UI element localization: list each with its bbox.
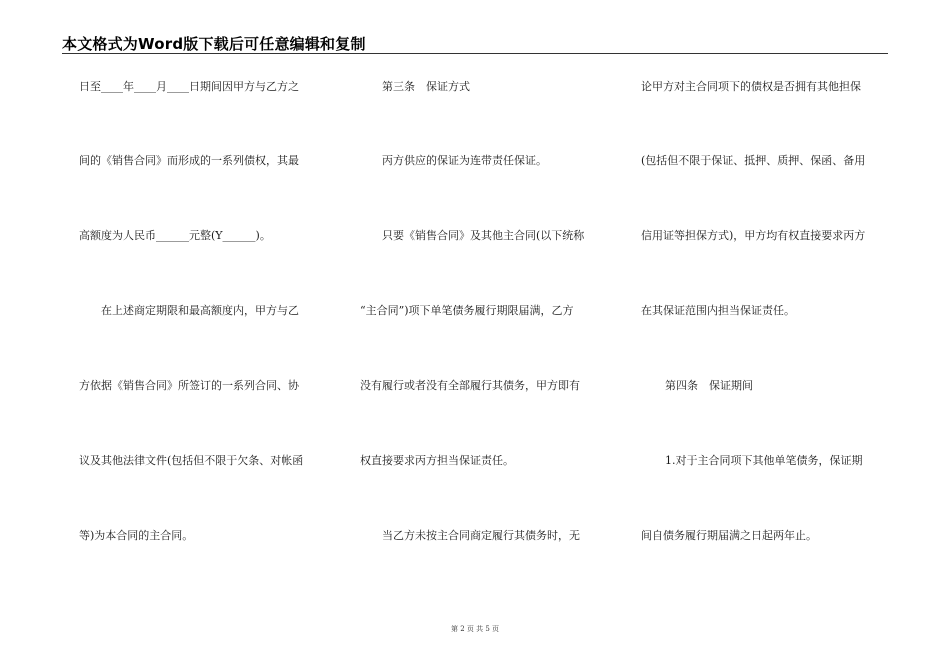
section-heading: 第三条 保证方式 (382, 80, 470, 93)
text-line: 没有履行或者没有全部履行其债务，甲方即有 (360, 379, 580, 392)
text-line: 信用证等担保方式)，甲方均有权直接要求丙方 (641, 229, 866, 242)
text-line: 等)为本合同的主合同。 (79, 529, 194, 542)
text-column-3 (641, 0, 891, 672)
section-heading: 第四条 保证期间 (665, 379, 753, 392)
text-line: 在上述商定期限和最高额度内，甲方与乙 (101, 304, 299, 317)
text-line: 日至____年____月____日期间因甲方与乙方之 (79, 80, 299, 93)
page-number: 第 2 页 共 5 页 (450, 625, 500, 633)
text-line: 丙方供应的保证为连带责任保证。 (382, 154, 547, 167)
text-line: 论甲方对主合同项下的债权是否拥有其他担保 (641, 80, 861, 93)
text-line: 当乙方未按主合同商定履行其债务时，无 (382, 529, 580, 542)
text-line: 方依据《销售合同》所签订的一系列合同、协 (79, 379, 299, 392)
text-line: 议及其他法律文件(包括但不限于欠条、对帐函 (79, 454, 304, 467)
document-header-title: 本文格式为Word版下载后可任意编辑和复制 (62, 35, 366, 53)
text-line: 只要《销售合同》及其他主合同(以下统称 (382, 229, 585, 242)
text-column-1 (79, 0, 329, 672)
text-line: 间的《销售合同》而形成的一系列债权，其最 (79, 154, 299, 167)
text-line: 1.对于主合同项下其他单笔债务，保证期 (665, 454, 863, 467)
text-line: 间自债务履行期届满之日起两年止。 (641, 529, 817, 542)
text-line: (包括但不限于保证、抵押、质押、保函、备用 (641, 154, 866, 167)
text-column-2 (360, 0, 610, 672)
text-line: 权直接要求丙方担当保证责任。 (360, 454, 514, 467)
text-line: “主合同”)项下单笔债务履行期限届满，乙方 (360, 304, 574, 317)
text-line: 高额度为人民币______元整(Y______)。 (79, 229, 271, 242)
text-line: 在其保证范围内担当保证责任。 (641, 304, 795, 317)
